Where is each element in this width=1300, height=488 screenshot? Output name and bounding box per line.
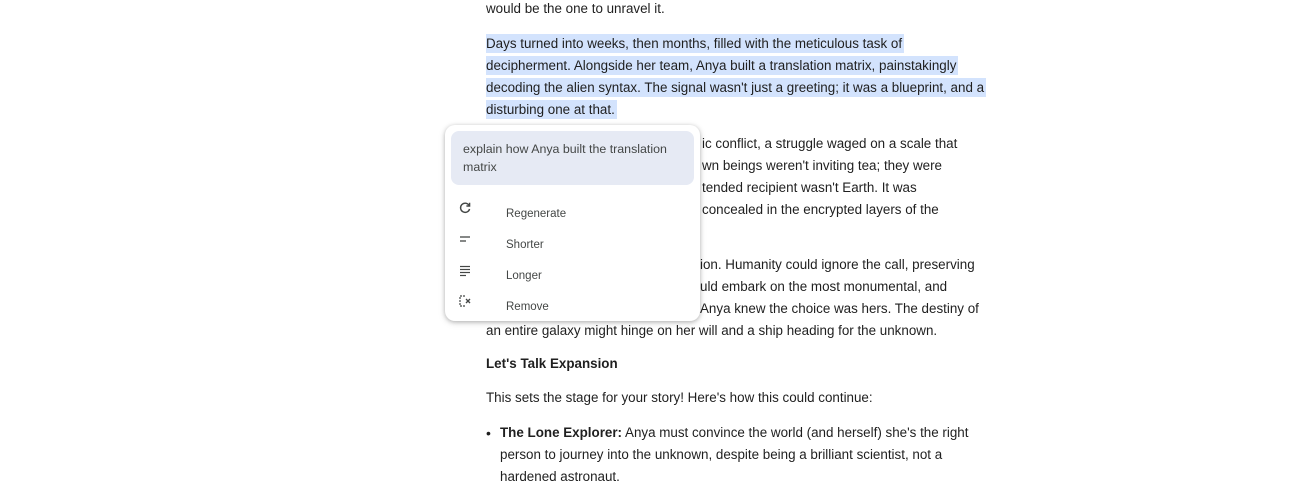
shorter-label: Shorter [506, 239, 544, 251]
text-line: hardened astronaut. [500, 469, 620, 484]
text-line: ion. Humanity could ignore the call, preserving [700, 257, 975, 272]
text-line: an entire galaxy might hinge on her will and a ship heading for the unknown. [486, 323, 938, 338]
longer-lines-icon [458, 263, 472, 277]
refresh-icon [458, 201, 472, 215]
remove-icon [458, 294, 472, 308]
remove-option[interactable] [445, 294, 700, 322]
bullet-item [500, 422, 968, 444]
regenerate-label: Regenerate [506, 208, 567, 220]
highlighted-text-line[interactable]: decoding the alien syntax. The signal wasn't just a greeting; it was a blueprint, and a [486, 80, 985, 95]
text-line: This sets the stage for your story! Here's how this could continue: [486, 390, 873, 405]
text-line: uld embark on the most monumental, and [700, 279, 948, 294]
bullet-dot-icon: • [486, 425, 491, 441]
text-line: Anya knew the choice was hers. The destiny of [700, 301, 979, 316]
longer-option[interactable] [445, 263, 700, 291]
regenerate-option[interactable] [445, 201, 700, 229]
text-line: would be the one to unravel it. [486, 1, 665, 16]
prompt-bubble[interactable]: explain how Anya built the translation matrix [451, 131, 694, 185]
shorter-option[interactable] [445, 232, 700, 260]
shorter-lines-icon [458, 232, 472, 246]
remove-label: Remove [506, 301, 549, 313]
bullet-text: Anya must convince the world (and herself) she's the right [622, 425, 969, 440]
section-heading: Let's Talk Expansion [486, 356, 618, 371]
text-line: concealed in the encrypted layers of the [702, 202, 939, 217]
bullet-title: The Lone Explorer: [500, 425, 623, 440]
text-line: tended recipient wasn't Earth. It was [702, 180, 917, 195]
highlighted-text-line[interactable]: Days turned into weeks, then months, filled with the meticulous task of [486, 36, 903, 51]
text-line: person to journey into the unknown, despite being a brilliant scientist, not a [500, 447, 943, 462]
ai-edit-popup [445, 125, 700, 321]
text-line: wn beings weren't inviting tea; they were [702, 158, 942, 173]
highlighted-text-line[interactable]: decipherment. Alongside her team, Anya built a translation matrix, painstakingly [486, 58, 957, 73]
text-line: ic conflict, a struggle waged on a scale that [702, 136, 958, 151]
highlighted-text-line[interactable]: disturbing one at that. [486, 102, 615, 117]
longer-label: Longer [506, 270, 542, 282]
